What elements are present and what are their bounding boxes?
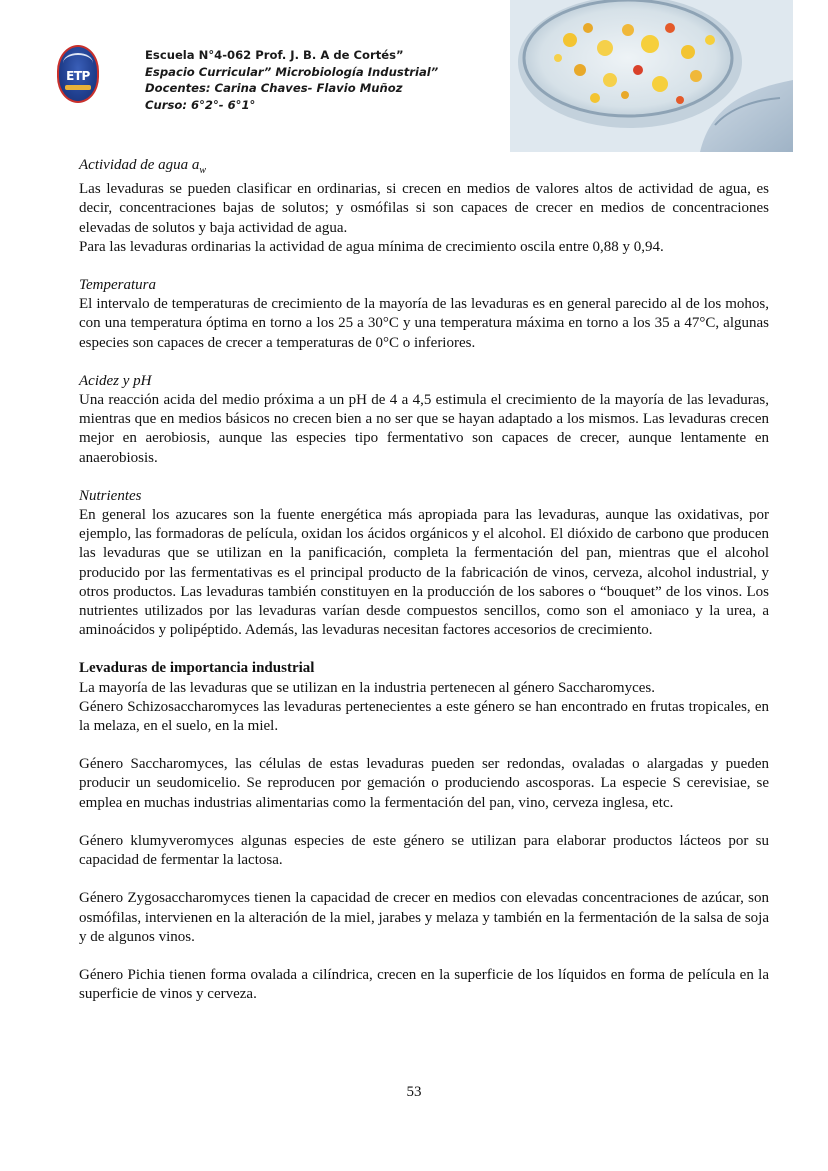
temperatura-paragraph: El intervalo de temperaturas de crecimiento de la mayoría de las levaduras es en general parecido al de los mohos, con una temperatura óptima en torno a los 25 a 30°C y una temperatura máxima en torno a los 35 a 47°C, algunas especies son capaces de crecer a temperaturas de 0°C o inferiores. [79, 296, 769, 351]
section-title-industrial: Levaduras de importancia industrial [79, 660, 315, 677]
logo-band [65, 85, 91, 90]
page-number: 53 [406, 1084, 422, 1100]
petri-dish-illustration [510, 0, 793, 152]
school-logo [57, 45, 99, 103]
nutrientes-paragraph: En general los azucares son la fuente energética más apropiada para las levaduras, aunque las oxidativas, por ejemplo, las formadoras de película, oxidan los ácidos orgánicos y el alcohol. El dióxido de carbono que producen las levaduras que se utilizan en la panificación, completa la fermentación del pan, mientras que el alcohol producido por las fermentativas es el principal producto de la fabricación de vinos, cerveza, alcohol industrial, y otros productos. Las levaduras también constituyen en la producción de los sabores o “bouquet” de los vinos. Los nutrientes utilizados por las levaduras varían desde compuestos sencillos, como son el amoniaco y la urea, a aminoácidos y polipéptido. Además, las levaduras necesitan factores accesorios de crecimiento. [79, 507, 769, 639]
logo-text: ETP [66, 69, 90, 83]
industrial-paragraph-3: Género Saccharomyces, las células de estas levaduras pueden ser redondas, ovaladas o alargadas y pueden producir un seudomicelio. Se reproducen por gemación o produciendo ascosporas. La especie S cerevisiae, se emplea en muchas industrias alimentarias como la fermentación del pan, vino, cerveza inglesa, etc. [79, 756, 769, 811]
header-school: Escuela N°4-062 Prof. J. B. A de Cortés” [145, 48, 404, 62]
header-curso: Curso: 6°2°- 6°1° [145, 97, 256, 112]
section-title-acidez: Acidez y pH [79, 372, 152, 389]
industrial-paragraph-2: Género Schizosaccharomyces las levaduras pertenecientes a este género se han encontrado en frutas tropicales, en la melaza, en el suelo, en la miel. [79, 698, 769, 735]
section-title-actividad [79, 156, 769, 180]
document-header [145, 47, 438, 113]
actividad-title-text: Actividad de agua a [79, 157, 200, 173]
header-docentes: Docentes: Carina Chaves- Flavio Muñoz [145, 81, 403, 95]
industrial-paragraph-5: Género Zygosaccharomyces tienen la capacidad de crecer en medios con elevadas concentraciones de azúcar, son osmófilas, intervienen en la alteración de la miel, jarabes y melaza y también en la fermentación de la salsa de soja y de algunos vinos. [79, 890, 769, 945]
section-title-nutrientes: Nutrientes [79, 487, 142, 504]
document-body [79, 156, 769, 1004]
industrial-paragraph-6: Género Pichia tienen forma ovalada a cilíndrica, crecen en la superficie de los líquidos en forma de película en la superficie de vinos y cerveza. [79, 966, 769, 1003]
section-title-temperatura: Temperatura [79, 277, 156, 294]
petri-dish-photo [510, 0, 793, 152]
actividad-paragraph-2: Para las levaduras ordinarias la actividad de agua mínima de crecimiento oscila entre 0,88 y 0,94. [79, 238, 664, 255]
header-espacio: Espacio Curricular” Microbiología Industrial” [145, 64, 439, 79]
actividad-paragraph-1: Las levaduras se pueden clasificar en ordinarias, si crecen en medios de valores altos de actividad de agua, es decir, concentraciones bajas de solutos; y osmófilas si son capaces de crecer en medios de concentraciones elevadas de solutos y baja actividad de agua. [79, 181, 769, 236]
industrial-paragraph-4: Género klumyveromyces algunas especies de este género se utilizan para elaborar productos lácteos por su capacidad de fermentar la lactosa. [79, 832, 769, 869]
industrial-paragraph-1: La mayoría de las levaduras que se utilizan en la industria pertenecen al género Saccharomyces. [79, 679, 655, 696]
actividad-title-subscript: w [199, 165, 207, 176]
acidez-paragraph: Una reacción acida del medio próxima a un pH de 4 a 4,5 estimula el crecimiento de la mayoría de las levaduras, mientras que en medios básicos no crecen bien a no ser que se hayan adaptado a los mismos. Las levaduras crecen mejor en aerobiosis, aunque las especies tipo fermentativo son capaces de crecer, aunque lentamente en anaerobiosis. [79, 392, 769, 466]
